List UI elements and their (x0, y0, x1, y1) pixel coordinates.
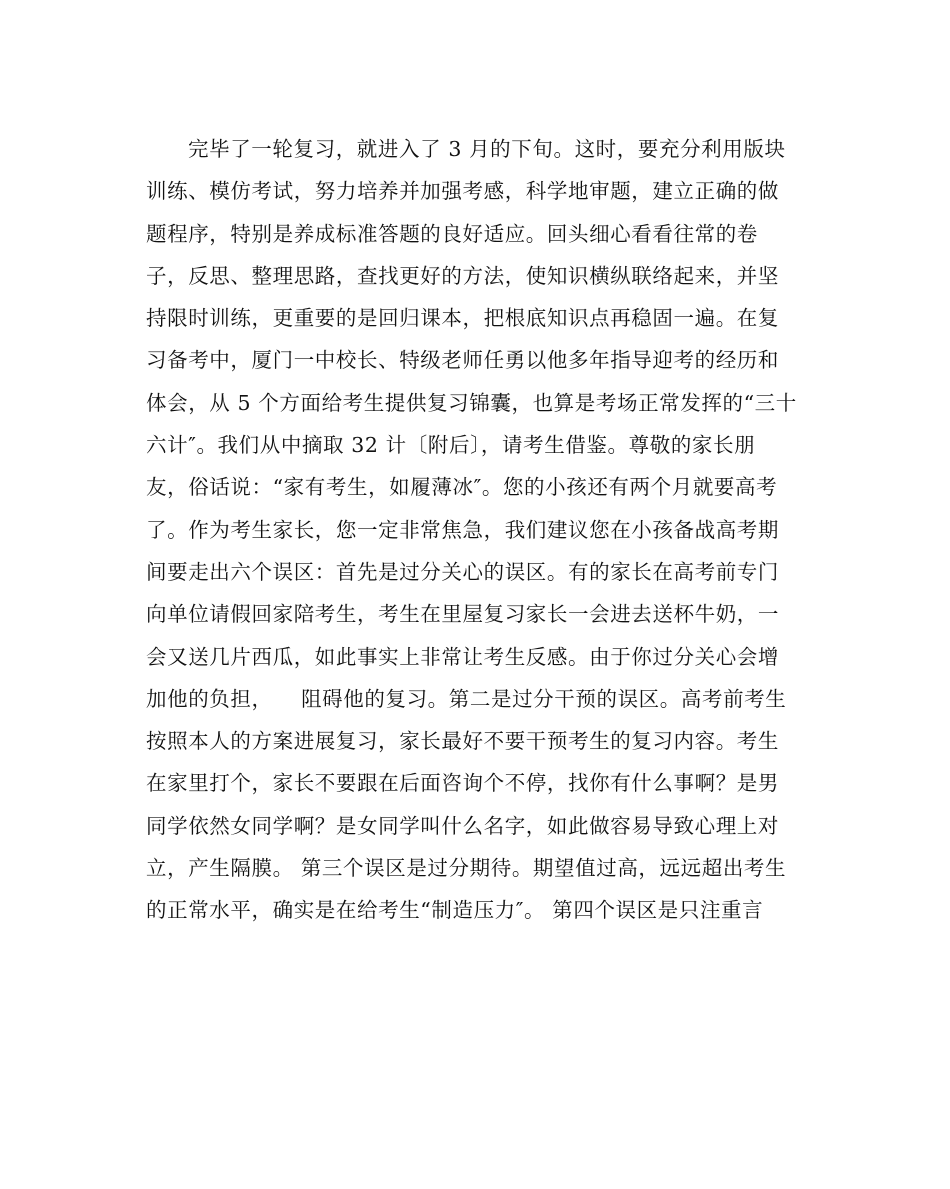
text-line: 会又送几片西瓜，如此事实上非常让考生反感。由于你过分关心会增 (146, 644, 779, 669)
body-paragraph (146, 128, 812, 932)
text-line: 训练、模仿考试，努力培养并加强考感，科学地审题，建立正确的做 (146, 179, 779, 204)
text-line: 按照本人的方案进展复习，家长最好不要干预考生的复习内容。考生 (146, 729, 779, 754)
text-line: 了。作为考生家长，您一定非常焦急，我们建议您在小孩备战高考期 (146, 517, 779, 542)
text-line: 友，俗话说：“家有考生，如履薄冰″。您的小孩还有两个月就要高考 (146, 475, 778, 500)
text-line: 持限时训练，更重要的是回归课本，把根底知识点再稳固一遍。在复 (146, 306, 779, 331)
text-line: 题程序，特别是养成标准答题的良好适应。回头细心看看往常的卷 (146, 221, 758, 246)
text-line: 向单位请假回家陪考生，考生在里屋复习家长一会进去送杯牛奶，一 (146, 602, 779, 627)
text-line: 间要走出六个误区：首先是过分关心的误区。有的家长在高考前专门 (146, 559, 779, 584)
text-line: 的正常水平，确实是在给考生“制造压力″。 第四个误区是只注重言 (146, 898, 764, 923)
text-line: 同学依然女同学啊？是女同学叫什么名字，如此做容易导致心理上对 (146, 813, 779, 838)
text-line: 子，反思、整理思路，查找更好的方法，使知识横纵联络起来，并坚 (146, 263, 779, 288)
text-line: 六计″。我们从中摘取 32 计〔附后〕，请考生借鉴。尊敬的家长朋 (146, 433, 756, 458)
text-line: 加他的负担， 阻碍他的复习。第二是过分干预的误区。高考前考生 (146, 686, 787, 711)
text-line: 习备考中，厦门一中校长、特级老师任勇以他多年指导迎考的经历和 (146, 348, 779, 373)
text-line: 立，产生隔膜。 第三个误区是过分期待。期望值过高，远远超出考生 (146, 856, 787, 881)
text-line: 在家里打个，家长不要跟在后面咨询个不停，找你有什么事啊？是男 (146, 771, 779, 796)
text-line: 完毕了一轮复习，就进入了 3 月的下旬。这时，要充分利用版块 (188, 137, 786, 161)
text-line: 体会，从 5 个方面给考生提供复习锦囊，也算是考场正常发挥的“三十 (146, 390, 797, 415)
